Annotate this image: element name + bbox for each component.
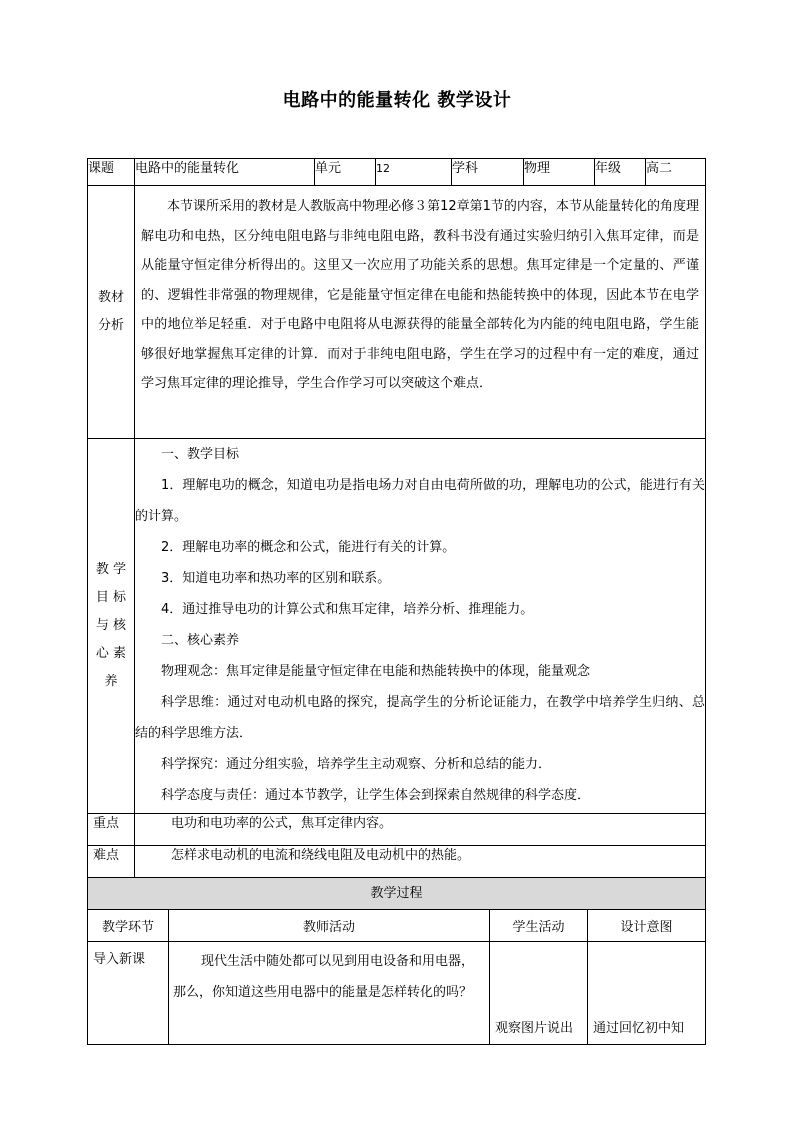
goals-cell: [135, 439, 706, 814]
difficulty-text: 怎样求电动机的电流和绕线电阻及电动机中的热能。: [135, 846, 706, 878]
literacy-item-3: 科学探究：通过分组实验，培养学生主动观察、分析和总结的能力．: [161, 757, 552, 772]
goals-label: [88, 439, 135, 814]
goal-item-1: 1．理解电功的概念，知道电功是指电场力对自由电荷所做的功，理解电功的公式，能进行有关的计算。: [135, 478, 705, 524]
column-header-stage: 教学环节: [88, 910, 169, 942]
literacy-item-4: 科学态度与责任：通过本节教学，让学生体会到探索自然规律的科学态度．: [161, 788, 591, 803]
analysis-label: [88, 186, 135, 439]
column-header-intent: 设计意图: [588, 910, 706, 942]
analysis-label-line2: 分析: [97, 318, 124, 333]
page-title: 电路中的能量转化 教学设计: [282, 90, 512, 111]
column-header-teacher: 教师活动: [169, 910, 490, 942]
key-point-text: 电功和电功率的公式，焦耳定律内容。: [135, 814, 706, 846]
literacy-heading: 二、核心素养: [161, 633, 240, 648]
column-header-student: 学生活动: [490, 910, 588, 942]
subject-value: 物理: [524, 159, 595, 186]
process-section-title: 教学过程: [88, 878, 706, 910]
goals-label-3: 与 核: [95, 618, 127, 633]
goal-item-2: 2．理解电功率的概念和公式，能进行有关的计算。: [161, 540, 456, 555]
goals-label-5: 养: [104, 674, 118, 689]
difficulty-label: 难点: [88, 846, 135, 878]
goal-item-4: 4．通过推导电功的计算公式和焦耳定律，培养分析、推理能力。: [161, 602, 534, 617]
table-row: [88, 942, 706, 1045]
goal-item-3: 3．知道电功率和热功率的区别和联系。: [161, 571, 391, 586]
intent-cell: 通过回忆初中知: [588, 942, 706, 1045]
subject-label: 学科: [452, 159, 524, 186]
student-cell: 观察图片说出: [490, 942, 588, 1045]
literacy-item-2: 科学思维：通过对电动机电路的探究，提高学生的分析论证能力，在教学中培养学生归纳、总结的科学思维方法．: [135, 695, 705, 741]
goals-heading: 一、教学目标: [161, 447, 240, 462]
goals-label-4: 心 素: [95, 646, 127, 661]
grade-label: 年级: [595, 159, 646, 186]
course-value: 电路中的能量转化: [135, 159, 315, 186]
lesson-info-table: [87, 158, 706, 910]
analysis-cell: [135, 186, 706, 439]
course-label: 课题: [88, 159, 135, 186]
unit-value: 12: [376, 159, 452, 186]
teacher-text: 现代生活中随处都可以见到用电设备和用电器，那么，你知道这些用电器中的能量是怎样转化的吗？: [173, 954, 475, 1000]
analysis-label-line1: 教材: [97, 290, 124, 305]
unit-label: 单元: [315, 159, 376, 186]
stage-cell: 导入新课: [88, 942, 169, 1045]
grade-value: 高二: [646, 159, 706, 186]
literacy-item-1: 物理观念：焦耳定律是能量守恒定律在电能和热能转换中的体现，能量观念: [161, 664, 591, 679]
teacher-cell: [169, 942, 490, 1045]
key-point-label: 重点: [88, 814, 135, 846]
analysis-text: 本节课所采用的教材是人教版高中物理必修３第12章第1节的内容，本节从能量转化的角度理解电功和电热，区分纯电阻电路与非纯电阻电路，教科书没有通过实验归纳引入焦耳定律，而是从能量守恒定律分析得出的。这里又一次应用了功能关系的思想。焦耳定律是一个定量的、严谨的、逻辑性非常强的物理规律，它是能量守恒定律在电能和热能转换中的体现，因此本节在电学中的地位举足轻重．对于电路中电阻将从电源获得的能量全部转化为内能的纯电阻电路，学生能够很好地掌握焦耳定律的计算．而对于非纯电阻电路，学生在学习的过程中有一定的难度，通过学习焦耳定律的理论推导，学生合作学习可以突破这个难点．: [141, 199, 699, 391]
process-table: [87, 909, 706, 1045]
goals-label-2: 目 标: [95, 590, 127, 605]
goals-label-1: 教 学: [95, 562, 127, 577]
